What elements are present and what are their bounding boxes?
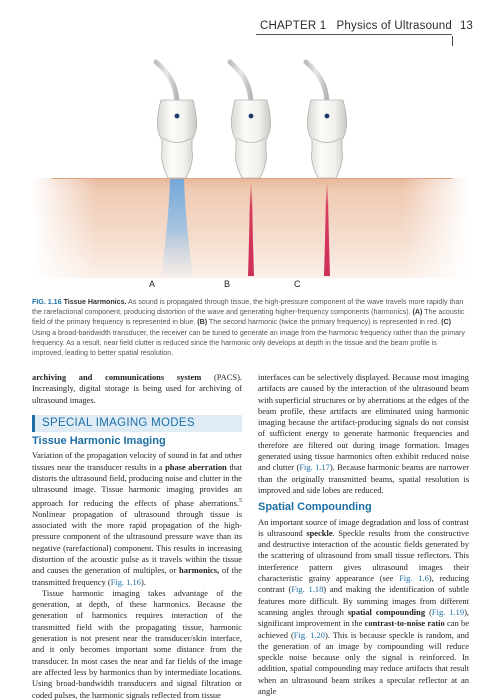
subheading-spatial-compounding: Spatial Compounding [258,501,372,514]
figure-link[interactable]: Fig. 1.16 [110,576,141,587]
caption-text-1: As sound is propagated through tissue, the high-pressure component of the wave travels more rapidly than the rarefactional component, producing distortion of the wave and generating higher-frequency components (harmonics). [32,298,464,317]
section-heading: SPECIAL IMAGING MODES [32,415,242,432]
paragraph-text: ), significant improvement in the [258,606,470,629]
paragraph-text: ), reducing contrast ( [258,573,469,595]
paragraph-text: ) and making the identification of subtle features more difficult. By summing images from different scanning angles through [258,584,469,617]
page-number: 13 [460,20,473,32]
figure-link[interactable]: Fig. 1.6 [399,573,429,584]
running-header [0,20,500,42]
figure-title: Tissue Harmonics. [63,298,127,306]
term-pacs: archiving and communications system [32,372,202,382]
paragraph-phase-aberration [32,450,242,587]
reference-superscript: 5 [239,497,242,504]
panel-label-b: B [224,279,231,289]
caption-label-b: (B) [197,318,208,327]
paragraph-text: that distorts the ultrasound field, producing noise and clutter in the ultrasound image. Tissue harmonic imaging provides an approach for reducing the effects of phase aberrations. [32,461,242,508]
caption-label-a: (A) [412,308,423,317]
paragraph-text: ( [425,606,432,617]
figure-tissue-harmonics [32,50,468,295]
caption-text-4: Using a broad-bandwidth transducer, the receiver can be tuned to generate an image from the harmonic frequency rather than the primary frequency. As a result, near field clutter is reduced since the harmonic only develops at depth in the tissue and the beam profile is improved, leading to better spatial resolution. [32,328,465,358]
right-column [258,372,469,697]
paragraph-text: interfaces can be selectively displayed. Because most imaging artifacts are caused by the interaction of the ultrasound beam with superficial structures or by aberrations at the edges of the beam profile, these artifacts are eliminated using harmonic imaging because the artifact-producing signals do not consist of sufficient energy to generate harmonic frequencies and therefore are filtered out during image formation. Images generated using tissue harmonics often exhibit reduced noise and clutter ( [258,372,469,473]
header-divider [452,36,453,46]
paragraph-pacs [32,372,242,406]
paragraph-harmonic-generation: Tissue harmonic imaging takes advantage of the generation, at depth, of these harmonics. Because the generation of harmonics requires interaction of the transmitted field with the propagating tissue, harmonic generation is not present near the transducer/skin interface, and it only becomes important some distance from the transducer. In most cases the near and far fields of the image are affected less by harmonics than by intermediate locations. Using broad-bandwidth transducers and signal filtration or coded pulses, the harmonic signals reflected from tissue [32,587,242,700]
figure-link[interactable]: Fig. 1.19 [431,606,465,617]
caption-label-c: (C) [441,318,452,327]
term-phase-aberration: phase aberration [165,461,227,472]
paragraph-text: Variation of the propagation velocity of sound in fat and other tissues near the transducer results in a [32,450,242,472]
paragraph-text: . Speckle results from the constructive and destructive interaction of the acoustic fields generated by the scattering of ultrasound from small tissue reflectors. This interference pattern gives ultrasound images their characteristic grainy appearance (see [258,527,470,584]
term-speckle: speckle [306,527,333,538]
subheading-tissue-harmonic-imaging: Tissue Harmonic Imaging [32,435,166,448]
figure-link[interactable]: Fig. 1.20 [293,629,325,640]
paragraph-text: (PACS). Increasingly, digital storage is being used for archiving of ultrasound images. [32,372,243,405]
chapter-number: CHAPTER 1 [260,20,327,32]
paragraph-artifacts [258,372,469,496]
panel-label-c: C [294,279,301,289]
figure-caption [32,297,469,358]
paragraph-text: ). [140,576,146,587]
chapter-heading [260,20,452,32]
paragraph-text: Nonlinear propagation of ultrasound through tissue is associated with the more rapid propagation of the high-pressure component of the ultrasound pressure wave than its negative (rarefactional) component. This results in increasing distortion of the acoustic pulse as it travels within the tissue and causes the generation of multiples, or [32,508,242,576]
paragraph-text: can be achieved ( [258,618,469,640]
paragraph-text: ). Because harmonic beams are narrower than the originally transmitted beams, spatial resolution is improved and side lobes are reduced. [258,462,469,495]
term-spatial-compounding: spatial compounding [347,606,426,617]
caption-text-3: The second harmonic (twice the primary frequency) is represented in red. [207,318,442,327]
paragraph-text: ). This is because speckle is random, and the generation of an image by compounding will reduce speckle noise because only the signal is reinforced. In addition, spatial compounding may reduce artifacts that result when an ultrasound beam strikes a specular reflector at an angle [258,629,470,697]
figure-illustration [32,50,468,295]
figure-number: FIG. 1.16 [32,298,62,306]
paragraph-speckle [258,517,469,698]
paragraph-text: of the transmitted frequency ( [32,565,242,587]
panel-label-a: A [149,279,156,289]
caption-text-2: The acoustic field of the primary frequency is represented in blue. [32,308,465,327]
paragraph-text: An important source of image degradation and loss of contrast is ultrasound [258,516,469,538]
left-column [32,372,242,700]
term-contrast-to-noise-ratio: contrast-to-noise ratio [364,618,445,629]
header-rule [256,34,452,35]
term-harmonics: harmonics, [179,565,220,576]
figure-link[interactable]: Fig. 1.18 [291,584,324,595]
figure-link[interactable]: Fig. 1.17 [299,462,330,473]
chapter-title: Physics of Ultrasound [336,20,452,32]
